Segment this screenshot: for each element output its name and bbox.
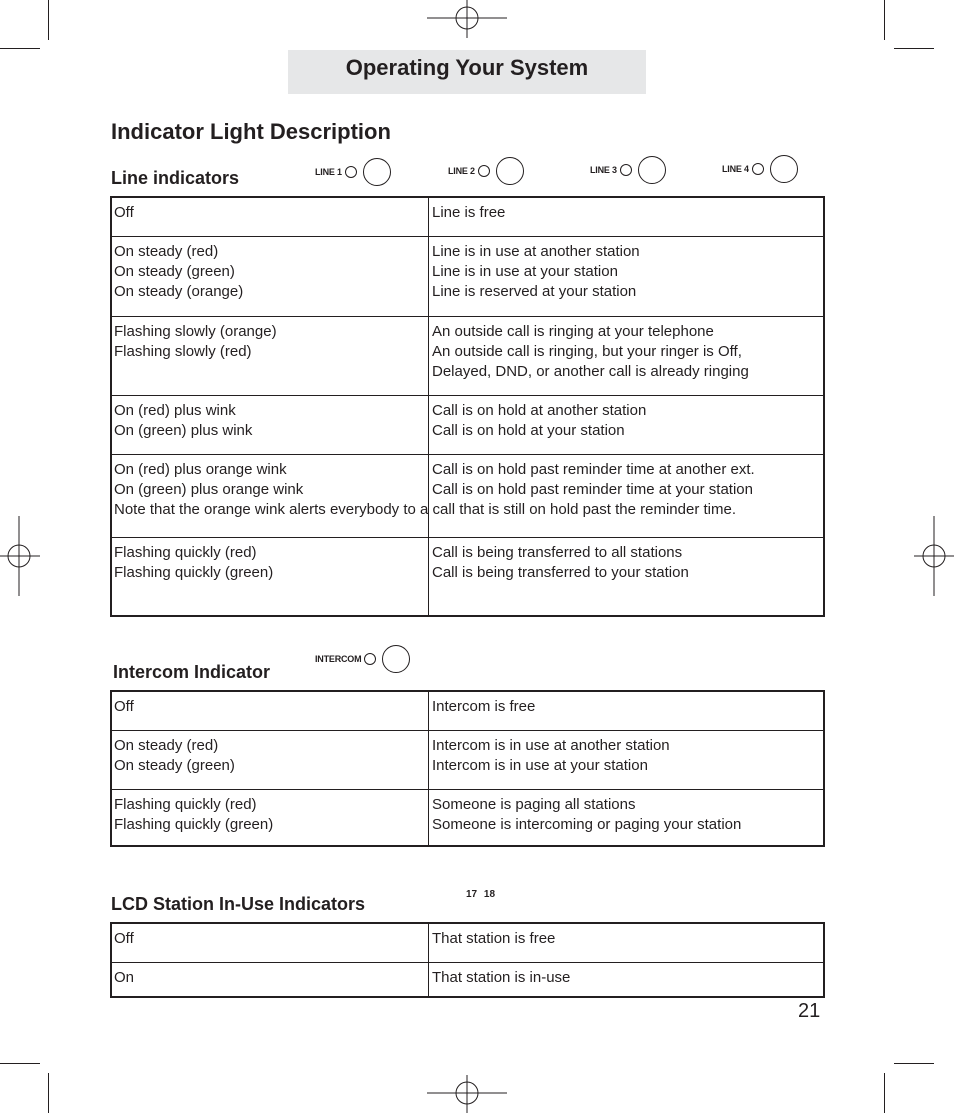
line-4-indicator — [722, 155, 798, 183]
state-text: On steady (orange) — [114, 283, 244, 300]
meaning-text: An outside call is ringing, but your ringer is Off, — [432, 343, 742, 360]
line-2-indicator — [448, 157, 524, 185]
indicator-label: LINE 3 — [590, 165, 617, 175]
state-text: Flashing slowly (red) — [114, 343, 252, 360]
meaning-cell — [429, 455, 823, 537]
page-header-title: Operating Your System — [345, 55, 589, 80]
line-1-indicator — [315, 158, 391, 186]
meaning-text: That station is free — [432, 930, 556, 947]
meaning-cell — [429, 924, 823, 962]
registration-mark-icon — [0, 516, 40, 596]
meaning-text: That station is in-use — [432, 969, 571, 986]
button-circle-icon — [382, 645, 410, 673]
state-cell — [112, 731, 429, 789]
state-text: Off — [114, 930, 134, 947]
line-indicators-heading: Line indicators — [111, 168, 240, 188]
table-row — [112, 454, 823, 537]
state-cell — [112, 924, 429, 962]
crop-mark — [894, 48, 934, 49]
table-row — [112, 730, 823, 789]
state-text: Off — [114, 698, 134, 715]
led-icon — [364, 653, 376, 665]
meaning-text: Line is free — [432, 204, 506, 221]
crop-mark — [884, 1073, 885, 1113]
meaning-text: Line is reserved at your station — [432, 283, 637, 300]
state-text: Flashing quickly (red) — [114, 796, 257, 813]
lcd-indicators-heading: LCD Station In-Use Indicators — [111, 894, 366, 914]
state-text: On steady (green) — [114, 757, 235, 774]
meaning-text: Call is on hold at your station — [432, 422, 625, 439]
meaning-text: Call is on hold past reminder time at your station — [432, 481, 753, 498]
button-circle-icon — [638, 156, 666, 184]
state-text: On (green) plus wink — [114, 422, 253, 439]
state-cell — [112, 237, 429, 316]
reminder-note: Note that the orange wink alerts everybody to a call that is still on hold past the reminder time. — [114, 501, 736, 518]
state-cell — [112, 455, 429, 537]
line-3-indicator — [590, 156, 666, 184]
state-text: On — [114, 969, 135, 986]
table-row — [112, 789, 823, 845]
button-circle-icon — [770, 155, 798, 183]
intercom-indicator-heading: Intercom Indicator — [113, 662, 271, 682]
registration-mark-icon — [914, 516, 954, 596]
meaning-cell — [429, 396, 823, 454]
state-text: On (red) plus wink — [114, 402, 236, 419]
crop-mark — [894, 1063, 934, 1064]
table-row — [112, 316, 823, 395]
table-row — [112, 198, 823, 236]
lcd-table — [110, 922, 825, 998]
button-circle-icon — [496, 157, 524, 185]
table-row — [112, 395, 823, 454]
meaning-text: Someone is intercoming or paging your station — [432, 816, 742, 833]
state-cell — [112, 963, 429, 996]
registration-mark-icon — [427, 0, 507, 40]
crop-mark — [48, 1073, 49, 1113]
table-row — [112, 924, 823, 962]
crop-mark — [0, 1063, 40, 1064]
meaning-cell — [429, 692, 823, 730]
table-row — [112, 537, 823, 615]
led-icon — [478, 165, 490, 177]
meaning-cell — [429, 317, 823, 395]
led-icon — [345, 166, 357, 178]
meaning-text: Line is in use at another station — [432, 243, 640, 260]
indicator-label: LINE 2 — [448, 166, 475, 176]
intercom-table — [110, 690, 825, 847]
state-text: Flashing quickly (green) — [114, 816, 274, 833]
table-row — [112, 692, 823, 730]
state-text: On steady (green) — [114, 263, 235, 280]
meaning-cell — [429, 790, 823, 845]
registration-mark-icon — [427, 1073, 507, 1113]
table-row — [112, 962, 823, 996]
indicator-label: LINE 1 — [315, 167, 342, 177]
meaning-text: Intercom is in use at your station — [432, 757, 648, 774]
meaning-cell — [429, 538, 823, 615]
meaning-cell — [429, 731, 823, 789]
meaning-text: An outside call is ringing at your telephone — [432, 323, 714, 340]
meaning-text: Call is on hold at another station — [432, 402, 647, 419]
lcd-station-numbers: 17 18 — [466, 889, 496, 900]
meaning-text: Call is on hold past reminder time at another ext. — [432, 461, 755, 478]
state-cell — [112, 317, 429, 395]
state-cell — [112, 198, 429, 236]
meaning-cell — [429, 237, 823, 316]
state-text: On (green) plus orange wink — [114, 481, 304, 498]
table-row — [112, 236, 823, 316]
indicator-label: INTERCOM — [315, 654, 362, 664]
meaning-text: Call is being transferred to all stations — [432, 544, 683, 561]
state-text: Flashing quickly (green) — [114, 564, 274, 581]
page-title: Indicator Light Description — [111, 119, 391, 144]
line-indicators-table — [110, 196, 825, 617]
page-number: 21 — [798, 1000, 821, 1022]
state-text: Flashing quickly (red) — [114, 544, 257, 561]
state-text: On steady (red) — [114, 737, 219, 754]
state-cell — [112, 396, 429, 454]
meaning-text: Call is being transferred to your station — [432, 564, 689, 581]
meaning-text: Line is in use at your station — [432, 263, 618, 280]
meaning-text: Someone is paging all stations — [432, 796, 636, 813]
state-cell — [112, 692, 429, 730]
state-text: Flashing slowly (orange) — [114, 323, 277, 340]
led-icon — [752, 163, 764, 175]
state-text: On steady (red) — [114, 243, 219, 260]
meaning-text: Intercom is free — [432, 698, 536, 715]
state-text: Off — [114, 204, 134, 221]
crop-mark — [48, 0, 49, 40]
button-circle-icon — [363, 158, 391, 186]
crop-mark — [884, 0, 885, 40]
indicator-label: LINE 4 — [722, 164, 749, 174]
meaning-text: Delayed, DND, or another call is already ringing — [432, 363, 749, 380]
state-text: On (red) plus orange wink — [114, 461, 287, 478]
crop-mark — [0, 48, 40, 49]
meaning-text: Intercom is in use at another station — [432, 737, 670, 754]
led-icon — [620, 164, 632, 176]
state-cell — [112, 538, 429, 615]
meaning-cell — [429, 198, 823, 236]
meaning-cell — [429, 963, 823, 996]
intercom-indicator — [315, 645, 410, 673]
state-cell — [112, 790, 429, 845]
